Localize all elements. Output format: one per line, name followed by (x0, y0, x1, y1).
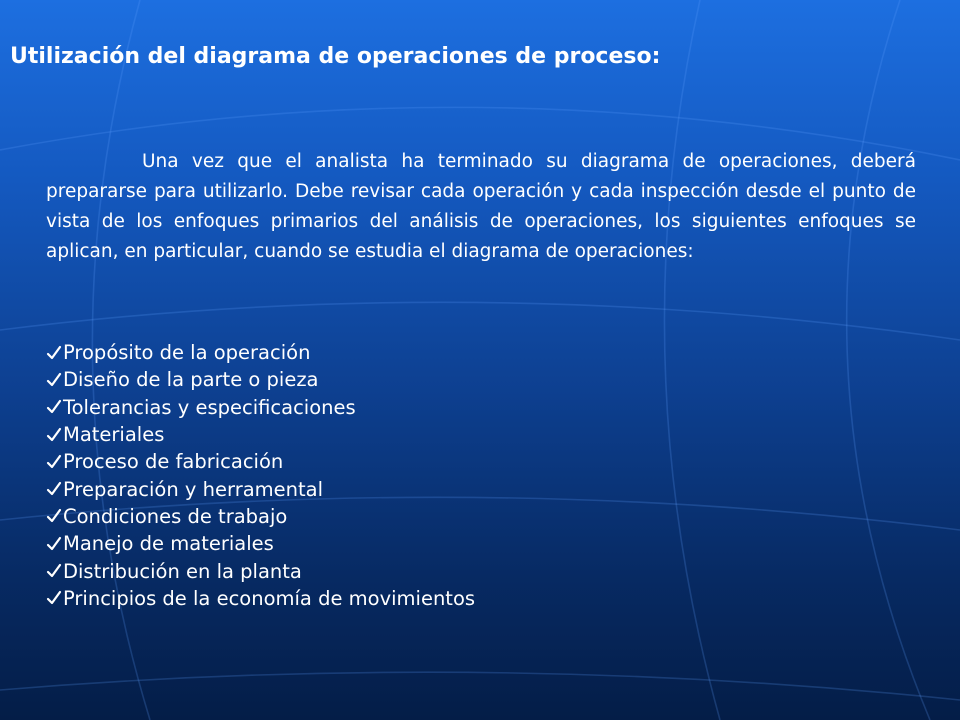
list-item-label: Propósito de la operación (63, 341, 311, 365)
list-item-label: Principios de la economía de movimientos (63, 586, 476, 610)
list-item (46, 366, 475, 393)
list-item (46, 557, 475, 584)
list-item (46, 585, 475, 612)
list-item (46, 339, 475, 366)
intro-paragraph: Una vez que el analista ha terminado su diagrama de operaciones, deberá prepararse para utilizarlo. Debe revisar cada operación y cada inspección desde el punto de vista de los enfoques primarios del análisis de operaciones, los siguientes enfoques se aplican, en particular, cuando se estudia el diagrama de operaciones: (46, 151, 916, 262)
check-icon (46, 454, 62, 470)
checklist (46, 339, 475, 612)
check-icon (46, 372, 62, 388)
check-icon (46, 427, 62, 443)
list-item-label: Tolerancias y especificaciones (63, 395, 356, 419)
list-item-label: Distribución en la planta (63, 559, 302, 583)
list-item-label: Proceso de fabricación (63, 450, 284, 474)
list-item (46, 448, 475, 475)
list-item-label: Preparación y herramental (63, 477, 324, 501)
list-item-label: Diseño de la parte o pieza (63, 368, 319, 392)
list-item (46, 421, 475, 448)
list-item (46, 503, 475, 530)
list-item-label: Condiciones de trabajo (63, 504, 288, 528)
check-icon (46, 345, 62, 361)
check-icon (46, 508, 62, 524)
list-item (46, 394, 475, 421)
slide-title: Utilización del diagrama de operaciones de proceso: (10, 44, 661, 69)
check-icon (46, 536, 62, 552)
list-item (46, 530, 475, 557)
list-item-label: Manejo de materiales (63, 532, 274, 556)
check-icon (46, 399, 62, 415)
check-icon (46, 563, 62, 579)
check-icon (46, 481, 62, 497)
check-icon (46, 590, 62, 606)
list-item (46, 475, 475, 502)
list-item-label: Materiales (63, 423, 165, 447)
